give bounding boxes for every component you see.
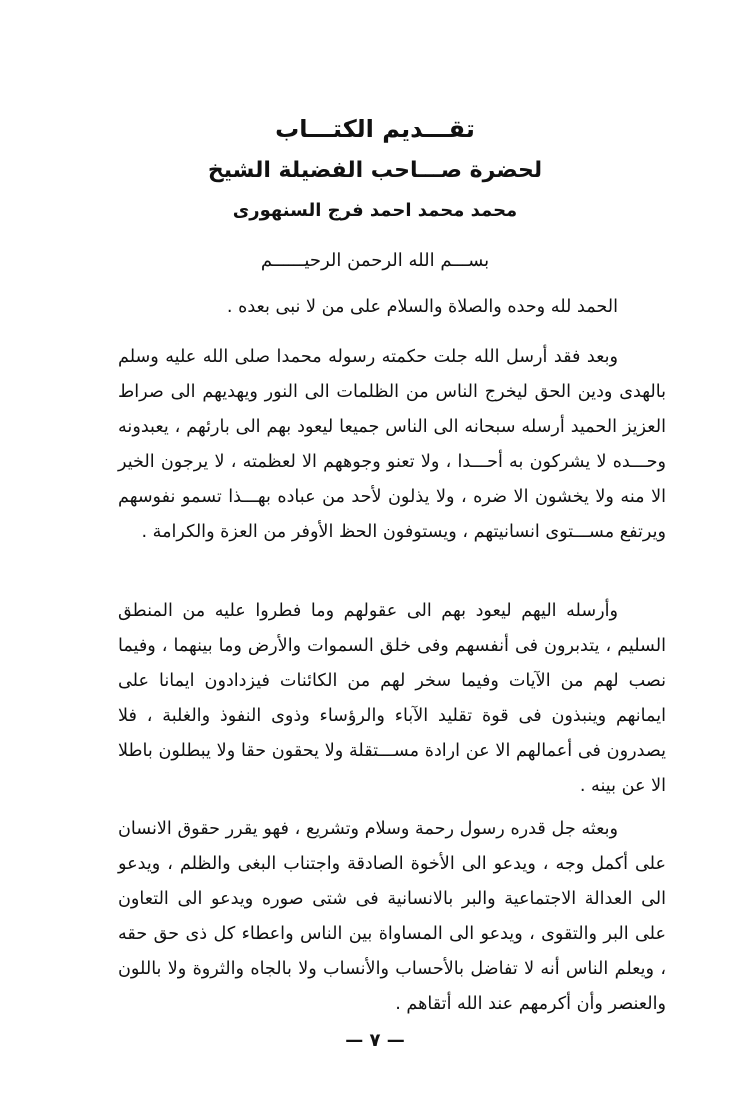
paragraph-3: وبعثه جل قدره رسول رحمة وسلام وتشريع ، فهو يقرر حقوق الانسان على أكمل وجه ، ويدعو الى الأخوة الصادقة واجتناب البغى والظلم ، ويدعو الى العدالة الاجتماعية والبر بالانسانية فى شتى صوره ويدعو الى التعاون على البر والتقوى ، ويدعو الى المساواة بين الناس واعطاء كل ذى حق حقه ، ويعلم الناس أنه لا تفاضل بالأحساب والأنساب ولا بالجاه والثروة ولا باللون والعنصر وأن أكرمهم عند الله أتقاهم .: [118, 819, 666, 1014]
page-subtitle: لحضرة صـــاحب الفضيلة الشيخ: [207, 158, 543, 183]
paragraph-1: وبعد فقد أرسل الله جلت حكمته رسوله محمدا صلى الله عليه وسلم بالهدى ودين الحق ليخرج الناس من الظلمات الى النور ويهديهم الى صراط العزيز الحميد أرسله سبحانه الى الناس جميعا ليعود بهم الى بارئهم ، يعبدونه وحـــده لا يشركون به أحـــدا ، ولا تعنو وجوههم الا لعظمته ، لا يرجون الخير الا منه ولا يخشون الا ضره ، ولا يذلون لأحد من عباده بهـــذا تسمو نفوسهم ويرتفع مســـتوى انسانيتهم ، ويستوفون الحظ الأوفر من العزة والكرامة .: [118, 347, 666, 542]
paragraph-opening: الحمد لله وحده والصلاة والسلام على من لا نبى بعده .: [226, 297, 618, 317]
author-name: محمد محمد احمد فرج السنهورى: [232, 200, 518, 221]
title-block: [0, 110, 750, 236]
paragraph-2: وأرسله اليهم ليعود بهم الى عقولهم وما فطروا عليه من المنطق السليم ، يتدبرون فى أنفسهم وفى خلق السموات والأرض وما بينهما ، وفيما نصب لهم من الآيات وفيما سخر لهم من الكائنات فيزدادون ايمانا على ايمانهم وينبذون فى قوة تقليد الآباء والرؤساء وذوى النفوذ والغلبة ، فلا يصدرون فى أعمالهم الا عن ارادة مســـتقلة ولا يحقون حقا ولا يبطلون باطلا الا عن بينه .: [118, 601, 666, 796]
page-number: — ٧ —: [345, 1030, 405, 1051]
page-title: تقـــديم الكتـــاب: [275, 115, 475, 143]
basmala: بســـم الله الرحمن الرحيــــــم: [260, 250, 490, 271]
